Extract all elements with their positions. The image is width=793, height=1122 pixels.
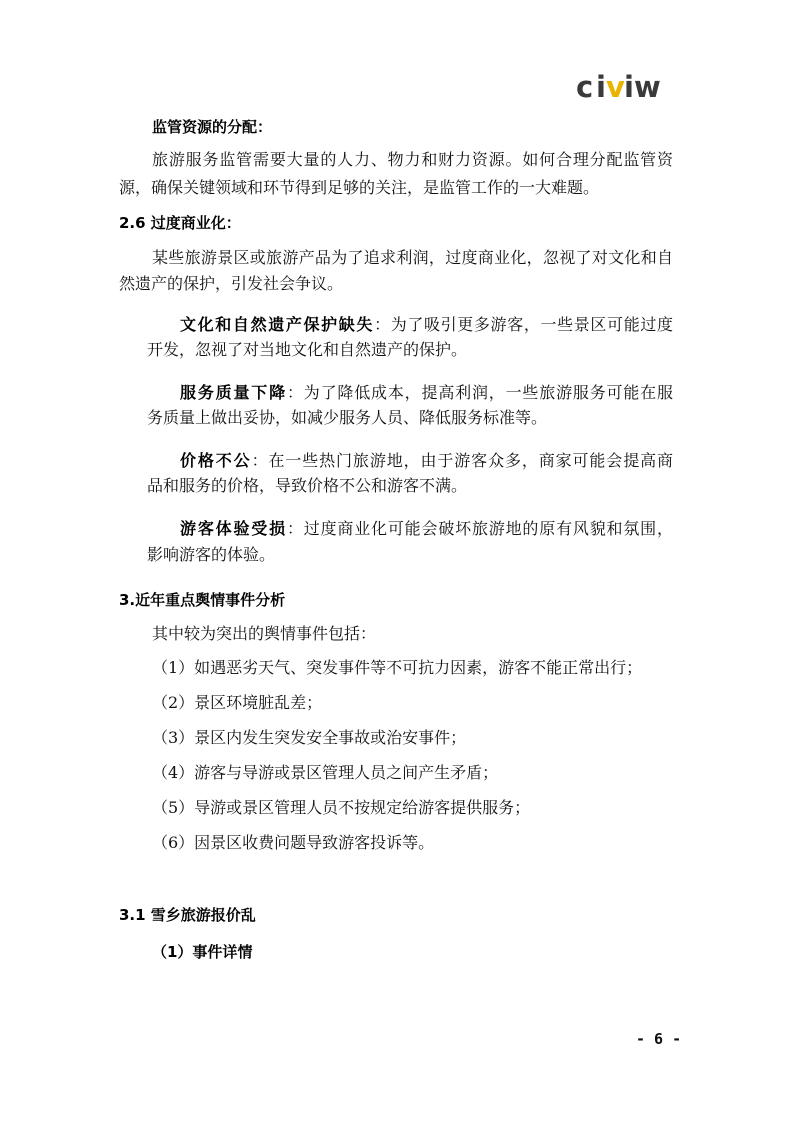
item-experience-line-1: 游客体验受损：过度商业化可能会破坏旅游地的原有风貌和氛围，	[180, 519, 673, 538]
civiw-logo	[576, 72, 676, 102]
list-item: （5）导游或景区管理人员不按规定给游客提供服务；	[152, 798, 531, 817]
section-3-intro: 其中较为突出的舆情事件包括：	[152, 624, 377, 643]
svg-text:v: v	[606, 72, 625, 102]
section-3-1-subheading: （1）事件详情	[152, 943, 253, 961]
list-item: （3）景区内发生突发安全事故或治安事件；	[152, 728, 467, 747]
item-quality-label: 服务质量下降	[180, 383, 287, 402]
list-item: （2）景区环境脏乱差；	[152, 693, 323, 712]
supervision-paragraph-line-1: 旅游服务监管需要大量的人力、物力和财力资源。如何合理分配监管资	[152, 150, 673, 169]
svg-text:i: i	[596, 72, 606, 102]
item-heritage-line-2: 开发，忽视了对当地文化和自然遗产的保护。	[147, 340, 468, 359]
svg-text:c: c	[576, 72, 595, 102]
section-3-heading: 3.近年重点舆情事件分析	[119, 591, 286, 609]
item-price-line-1: 价格不公：在一些热门旅游地，由于游客众多，商家可能会提高商	[180, 451, 673, 470]
item-heritage-label: 文化和自然遗产保护缺失	[180, 315, 375, 334]
section-2-6-heading: 2.6 过度商业化：	[119, 214, 241, 232]
list-item: （6）因景区收费问题导致游客投诉等。	[152, 833, 435, 852]
item-price-label: 价格不公	[180, 451, 252, 470]
svg-text:i: i	[624, 72, 634, 102]
item-experience-line-2: 影响游客的体验。	[147, 545, 276, 564]
item-experience-label: 游客体验受损	[180, 519, 287, 538]
item-heritage-line-1: 文化和自然遗产保护缺失：为了吸引更多游客，一些景区可能过度	[180, 315, 673, 334]
supervision-paragraph-line-2: 源，确保关键领域和环节得到足够的关注，是监管工作的一大难题。	[119, 178, 600, 197]
item-price-line-2: 品和服务的价格，导致价格不公和游客不满。	[147, 476, 468, 495]
section-2-6-paragraph-line-2: 然遗产的保护，引发社会争议。	[119, 274, 344, 293]
supervision-heading: 监管资源的分配：	[152, 118, 273, 136]
list-item: （4）游客与导游或景区管理人员之间产生矛盾；	[152, 763, 499, 782]
item-quality-line-2: 务质量上做出妥协，如减少服务人员、降低服务标准等。	[147, 408, 548, 427]
page-number: - 6 -	[636, 1030, 682, 1048]
section-3-1-heading: 3.1 雪乡旅游报价乱	[119, 906, 256, 924]
list-item: （1）如遇恶劣天气、突发事件等不可抗力因素，游客不能正常出行；	[152, 658, 643, 677]
section-2-6-paragraph-line-1: 某些旅游景区或旅游产品为了追求利润，过度商业化，忽视了对文化和自	[152, 248, 673, 267]
item-quality-line-1: 服务质量下降：为了降低成本，提高利润，一些旅游服务可能在服	[180, 383, 673, 402]
svg-text:w: w	[634, 72, 661, 102]
